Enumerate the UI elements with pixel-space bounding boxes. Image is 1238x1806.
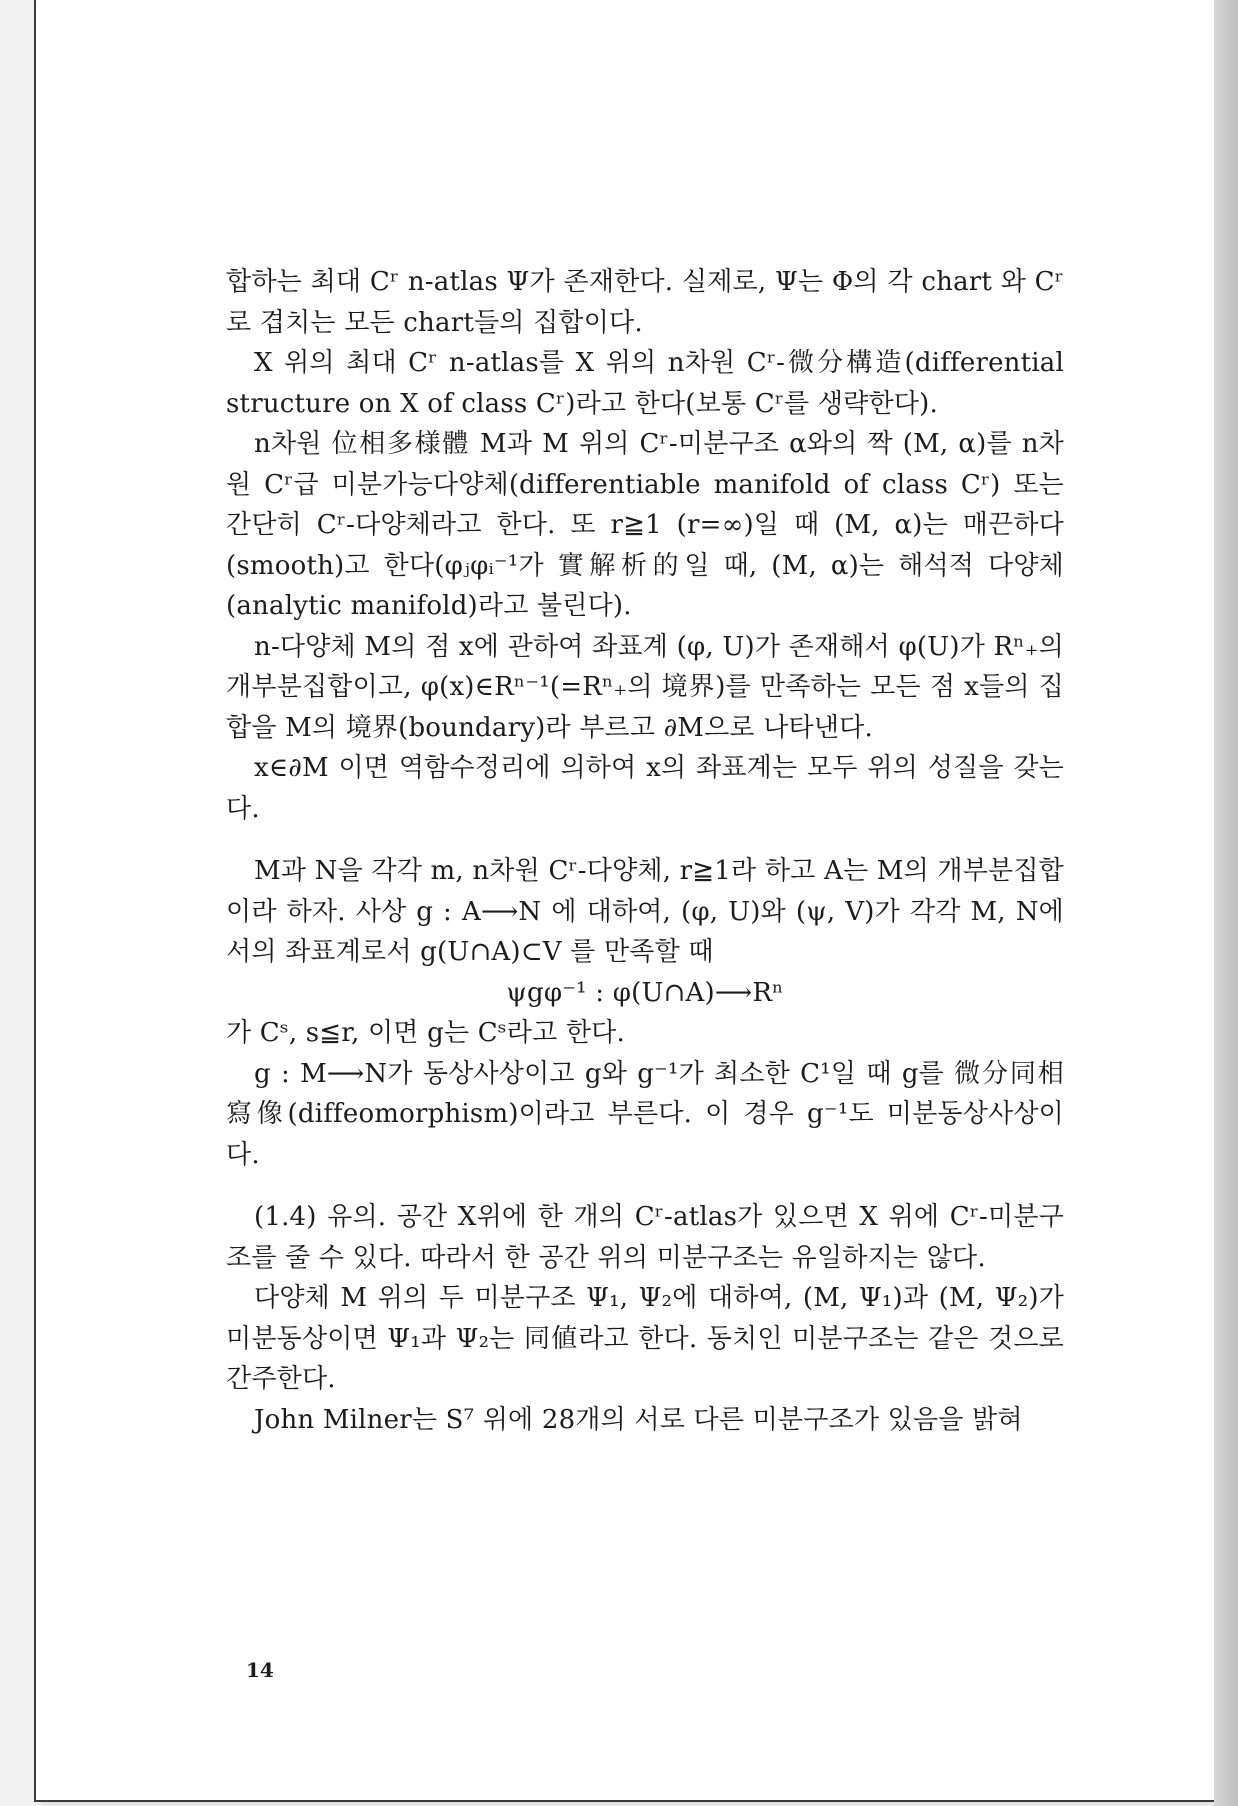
viewer-edge [1214,0,1238,1806]
paragraph: 가 Cˢ, s≦r, 이면 g는 Cˢ라고 한다. [226,1018,625,1048]
paragraph: n-다양체 M의 점 x에 관하여 좌표계 (φ, U)가 존재해서 φ(U)가 Rⁿ₊의 개부분집합이고, φ(x)∈Rⁿ⁻¹(=Rⁿ₊의 境界)를 만족하는 모든 점 x들의 집합을 M의 境界(boundary)라 부르고 ∂M으로 나타낸다. [226,631,1064,743]
page-number: 14 [246,1658,274,1682]
paragraph: x∈∂M 이면 역함수정리에 의하여 x의 좌표계는 모두 위의 성질을 갖는다. [226,753,1064,824]
remark-paragraph: (1.4) 유의. 공간 X위에 한 개의 Cʳ-atlas가 있으면 X 위에 Cʳ-미분구조를 줄 수 있다. 따라서 한 공간 위의 미분구조는 유일하지는 않다. [226,1202,1064,1273]
paragraph: g : M⟶N가 동상사상이고 g와 g⁻¹가 최소한 C¹일 때 g를 微分同相寫像(diffeomorphism)이라고 부른다. 이 경우 g⁻¹도 미분동상사상이다. [226,1058,1064,1170]
paragraph: 다양체 M 위의 두 미분구조 Ψ₁, Ψ₂에 대하여, (M, Ψ₁)과 (M, Ψ₂)가 미분동상이면 Ψ₁과 Ψ₂는 同値라고 한다. 동치인 미분구조는 같은 것으로 간주한다. [226,1283,1064,1394]
paragraph: 합하는 최대 Cʳ n-atlas Ψ가 존재한다. 실제로, Ψ는 Φ의 각 chart 와 Cʳ로 겹치는 모든 chart들의 집합이다. [226,267,1064,338]
math-formula: ψgφ⁻¹ : φ(U∩A)⟶Rⁿ [506,977,784,1008]
book-page [34,0,1216,1802]
paragraph: John Milner는 S⁷ 위에 28개의 서로 다른 미분구조가 있음을 밝혀 [254,1404,1023,1435]
body-text [226,262,1064,1440]
paragraph: n차원 位相多様體 M과 M 위의 Cʳ-미분구조 α와의 짝 (M, α)를 n차원 Cʳ급 미분가능다양체(differentiable manifold of class Cʳ) 또는 간단히 Cʳ-다양체라고 한다. 또 r≧1 (r=∞)일 때 (M, α)는 매끈하다 (smooth)고 한다(φⱼφᵢ⁻¹가 實解析的일 때, (M, α)는 해석적 다양체 (analytic manifold)라고 불린다). [226,429,1064,621]
paragraph: X 위의 최대 Cʳ n-atlas를 X 위의 n차원 Cʳ-微分構造(differential structure on X of class Cʳ)라고 한다(보통 Cʳ를 생략한다). [226,348,1064,419]
paragraph: M과 N을 각각 m, n차원 Cʳ-다양체, r≧1라 하고 A는 M의 개부분집합이라 하자. 사상 g : A⟶N 에 대하여, (φ, U)와 (ψ, V)가 각각 M, N에서의 좌표계로서 g(U∩A)⊂V 를 만족할 때 [226,856,1064,967]
